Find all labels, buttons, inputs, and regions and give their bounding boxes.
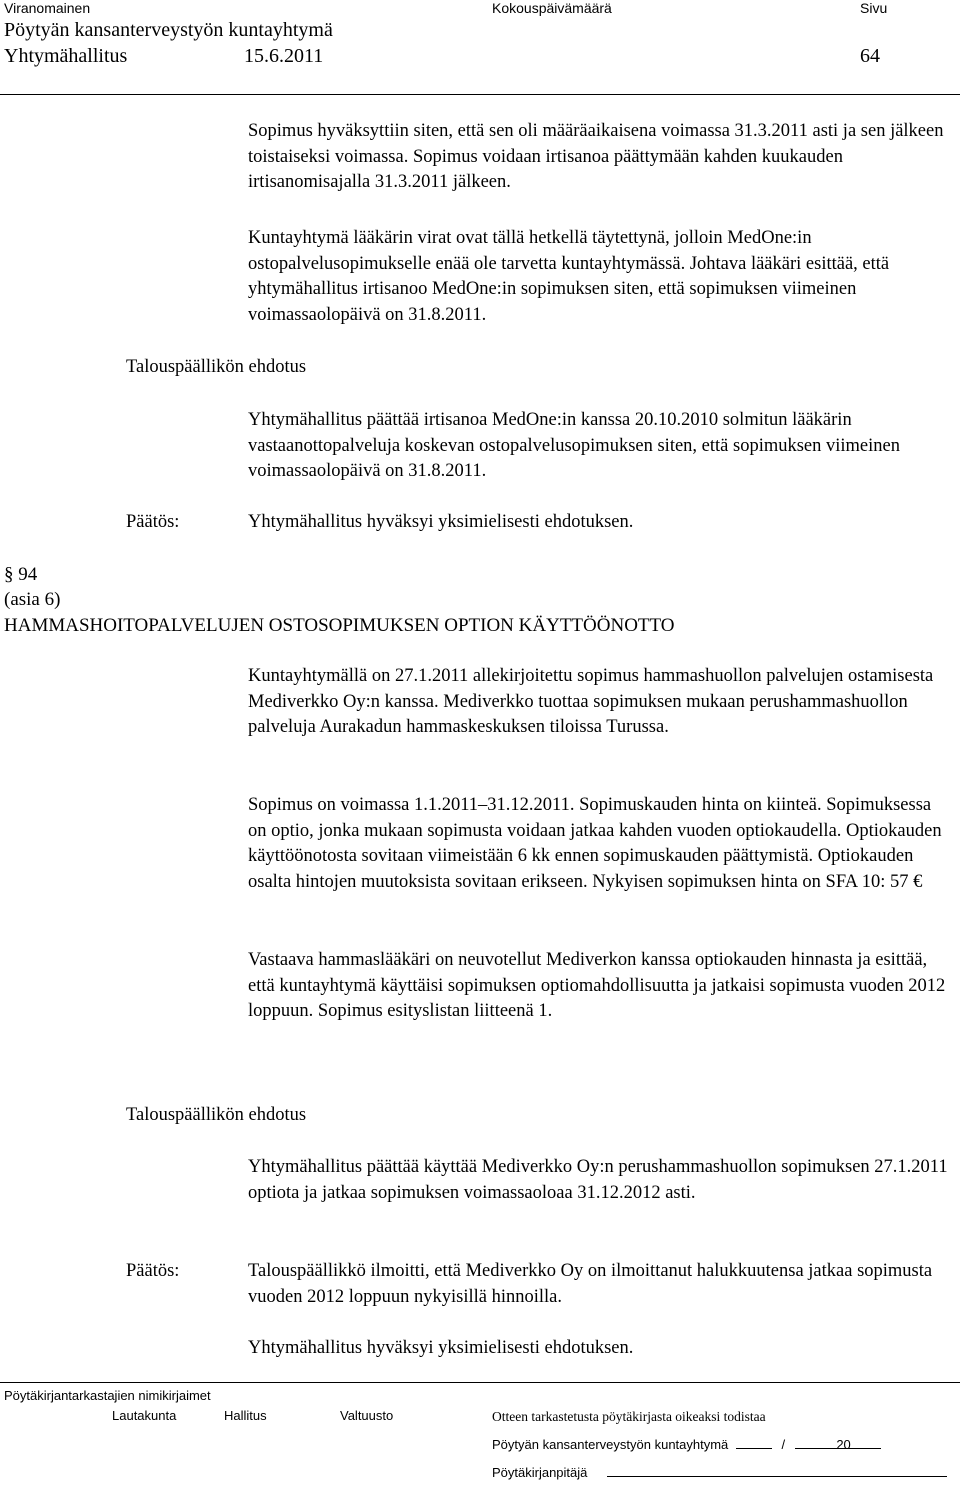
section-number: § 94 [4, 564, 38, 585]
footer-org: Pöytyän kansanterveystyön kuntayhtymä [492, 1437, 729, 1452]
footer-certified-label: Otteen tarkastetusta pöytäkirjasta oikeaksi todistaa [492, 1409, 766, 1424]
footer-initials-label: Pöytäkirjantarkastajien nimikirjaimet [4, 1388, 211, 1403]
paragraph: Kuntayhtymä lääkärin virat ovat tällä hetkellä täytettynä, jolloin MedOne:in ostopalvelusopimukselle enää ole tarvetta kuntayhtymässä. Johtava lääkäri esittää, että yhtymähallitus irtisanoo MedOne:in sopimuksen siten, että sopimuksen viimeinen voimassaolopäivä on 31.8.2011. [248, 228, 890, 325]
footer-signature-line [607, 1465, 947, 1477]
footer-number-field [795, 1437, 851, 1452]
footer-blank [851, 1437, 881, 1449]
decision-text: Yhtymähallitus hyväksyi yksimielisesti ehdotuksen. [248, 1338, 634, 1358]
proposal-label: Talouspäällikön ehdotus [126, 357, 307, 377]
header-body: Yhtymähallitus [4, 45, 128, 67]
header-meeting-date-label: Kokouspäivämäärä [492, 0, 612, 16]
footer-executive-label: Hallitus [224, 1408, 267, 1423]
header-date: 15.6.2011 [244, 45, 324, 67]
header-authority-label: Viranomainen [4, 0, 91, 16]
paragraph: Kuntayhtymällä on 27.1.2011 allekirjoitettu sopimus hammashuollon palvelujen ostamisesta Mediverkko Oy:n kanssa. Mediverkko tuottaa sopimuksen mukaan perushammashuollon palveluja Aurakadun hammaskeskuksen tiloissa Turussa. [248, 666, 934, 737]
footer-keeper-label: Pöytäkirjanpitäjä [492, 1465, 588, 1480]
footer-divider [0, 1382, 960, 1383]
header-page-number: 64 [860, 45, 880, 67]
proposal-text: Yhtymähallitus päättää käyttää Mediverkko Oy:n perushammashuollon sopimuksen 27.1.2011 optiota ja jatkaa sopimuksen voimassaoloaa 31.12.2012 asti. [248, 1157, 948, 1203]
paragraph: Vastaava hammaslääkäri on neuvotellut Mediverkon kanssa optiokauden hinnasta ja esittää, että kuntayhtymä käyttäisi sopimuksen optiomahdollisuutta ja jatkaisi sopimusta vuoden 2012 loppuun. Sopimus esityslistan liitteenä 1. [248, 950, 946, 1021]
footer-board-label: Lautakunta [112, 1408, 177, 1423]
decision-text: Yhtymähallitus hyväksyi yksimielisesti ehdotuksen. [248, 512, 634, 532]
footer-blank [736, 1437, 772, 1449]
paragraph: Sopimus hyväksyttiin siten, että sen oli määräaikaisena voimassa 31.3.2011 asti ja sen jälkeen toistaiseksi voimassa. Sopimus voidaan irtisanoa päättymään kahden kuukauden irtisanomisajalla 31.3.2011 jälkeen. [248, 121, 944, 192]
proposal-text: Yhtymähallitus päättää irtisanoa MedOne:in kanssa 20.10.2010 solmitun lääkärin vastaanottopalveluja koskevan ostopalvelusopimuksen siten, että sopimuksen viimeinen voimassaolopäivä on 31.8.2011. [248, 410, 900, 481]
footer-number: 20 [836, 1437, 851, 1452]
header-organization: Pöytyän kansanterveystyön kuntayhtymä [4, 19, 333, 41]
header-page-label: Sivu [860, 0, 888, 16]
section-title: HAMMASHOITOPALVELUJEN OSTOSOPIMUKSEN OPTION KÄYTTÖÖNOTTO [4, 615, 675, 636]
paragraph: Sopimus on voimassa 1.1.2011–31.12.2011. Sopimuskauden hinta on kiinteä. Sopimuksessa on optio, jonka mukaan sopimusta voidaan jatkaa kahden vuoden optiokaudella. Optiokauden käyttöönotosta sovitaan viimeistään 6 kk ennen sopimuskauden päättymistä. Optiokauden osalta hintojen muutoksista sovitaan erikseen. Nykyisen sopimuksen hinta on SFA 10: 57 € [248, 795, 942, 892]
decision-text: Talouspäällikkö ilmoitti, että Mediverkko Oy on ilmoittanut halukkuutensa jatkaa sopimusta vuoden 2012 loppuun nykyisillä hinnoilla. [248, 1261, 933, 1307]
footer-slash: / [781, 1437, 786, 1452]
footer-council-label: Valtuusto [340, 1408, 394, 1423]
proposal-label: Talouspäällikön ehdotus [126, 1105, 307, 1125]
case-number: (asia 6) [4, 589, 61, 610]
header-divider [0, 94, 960, 95]
footer-keeper-line [492, 1465, 947, 1480]
decision-label: Päätös: [126, 512, 180, 532]
decision-label: Päätös: [126, 1261, 180, 1281]
footer-org-line [492, 1437, 881, 1452]
